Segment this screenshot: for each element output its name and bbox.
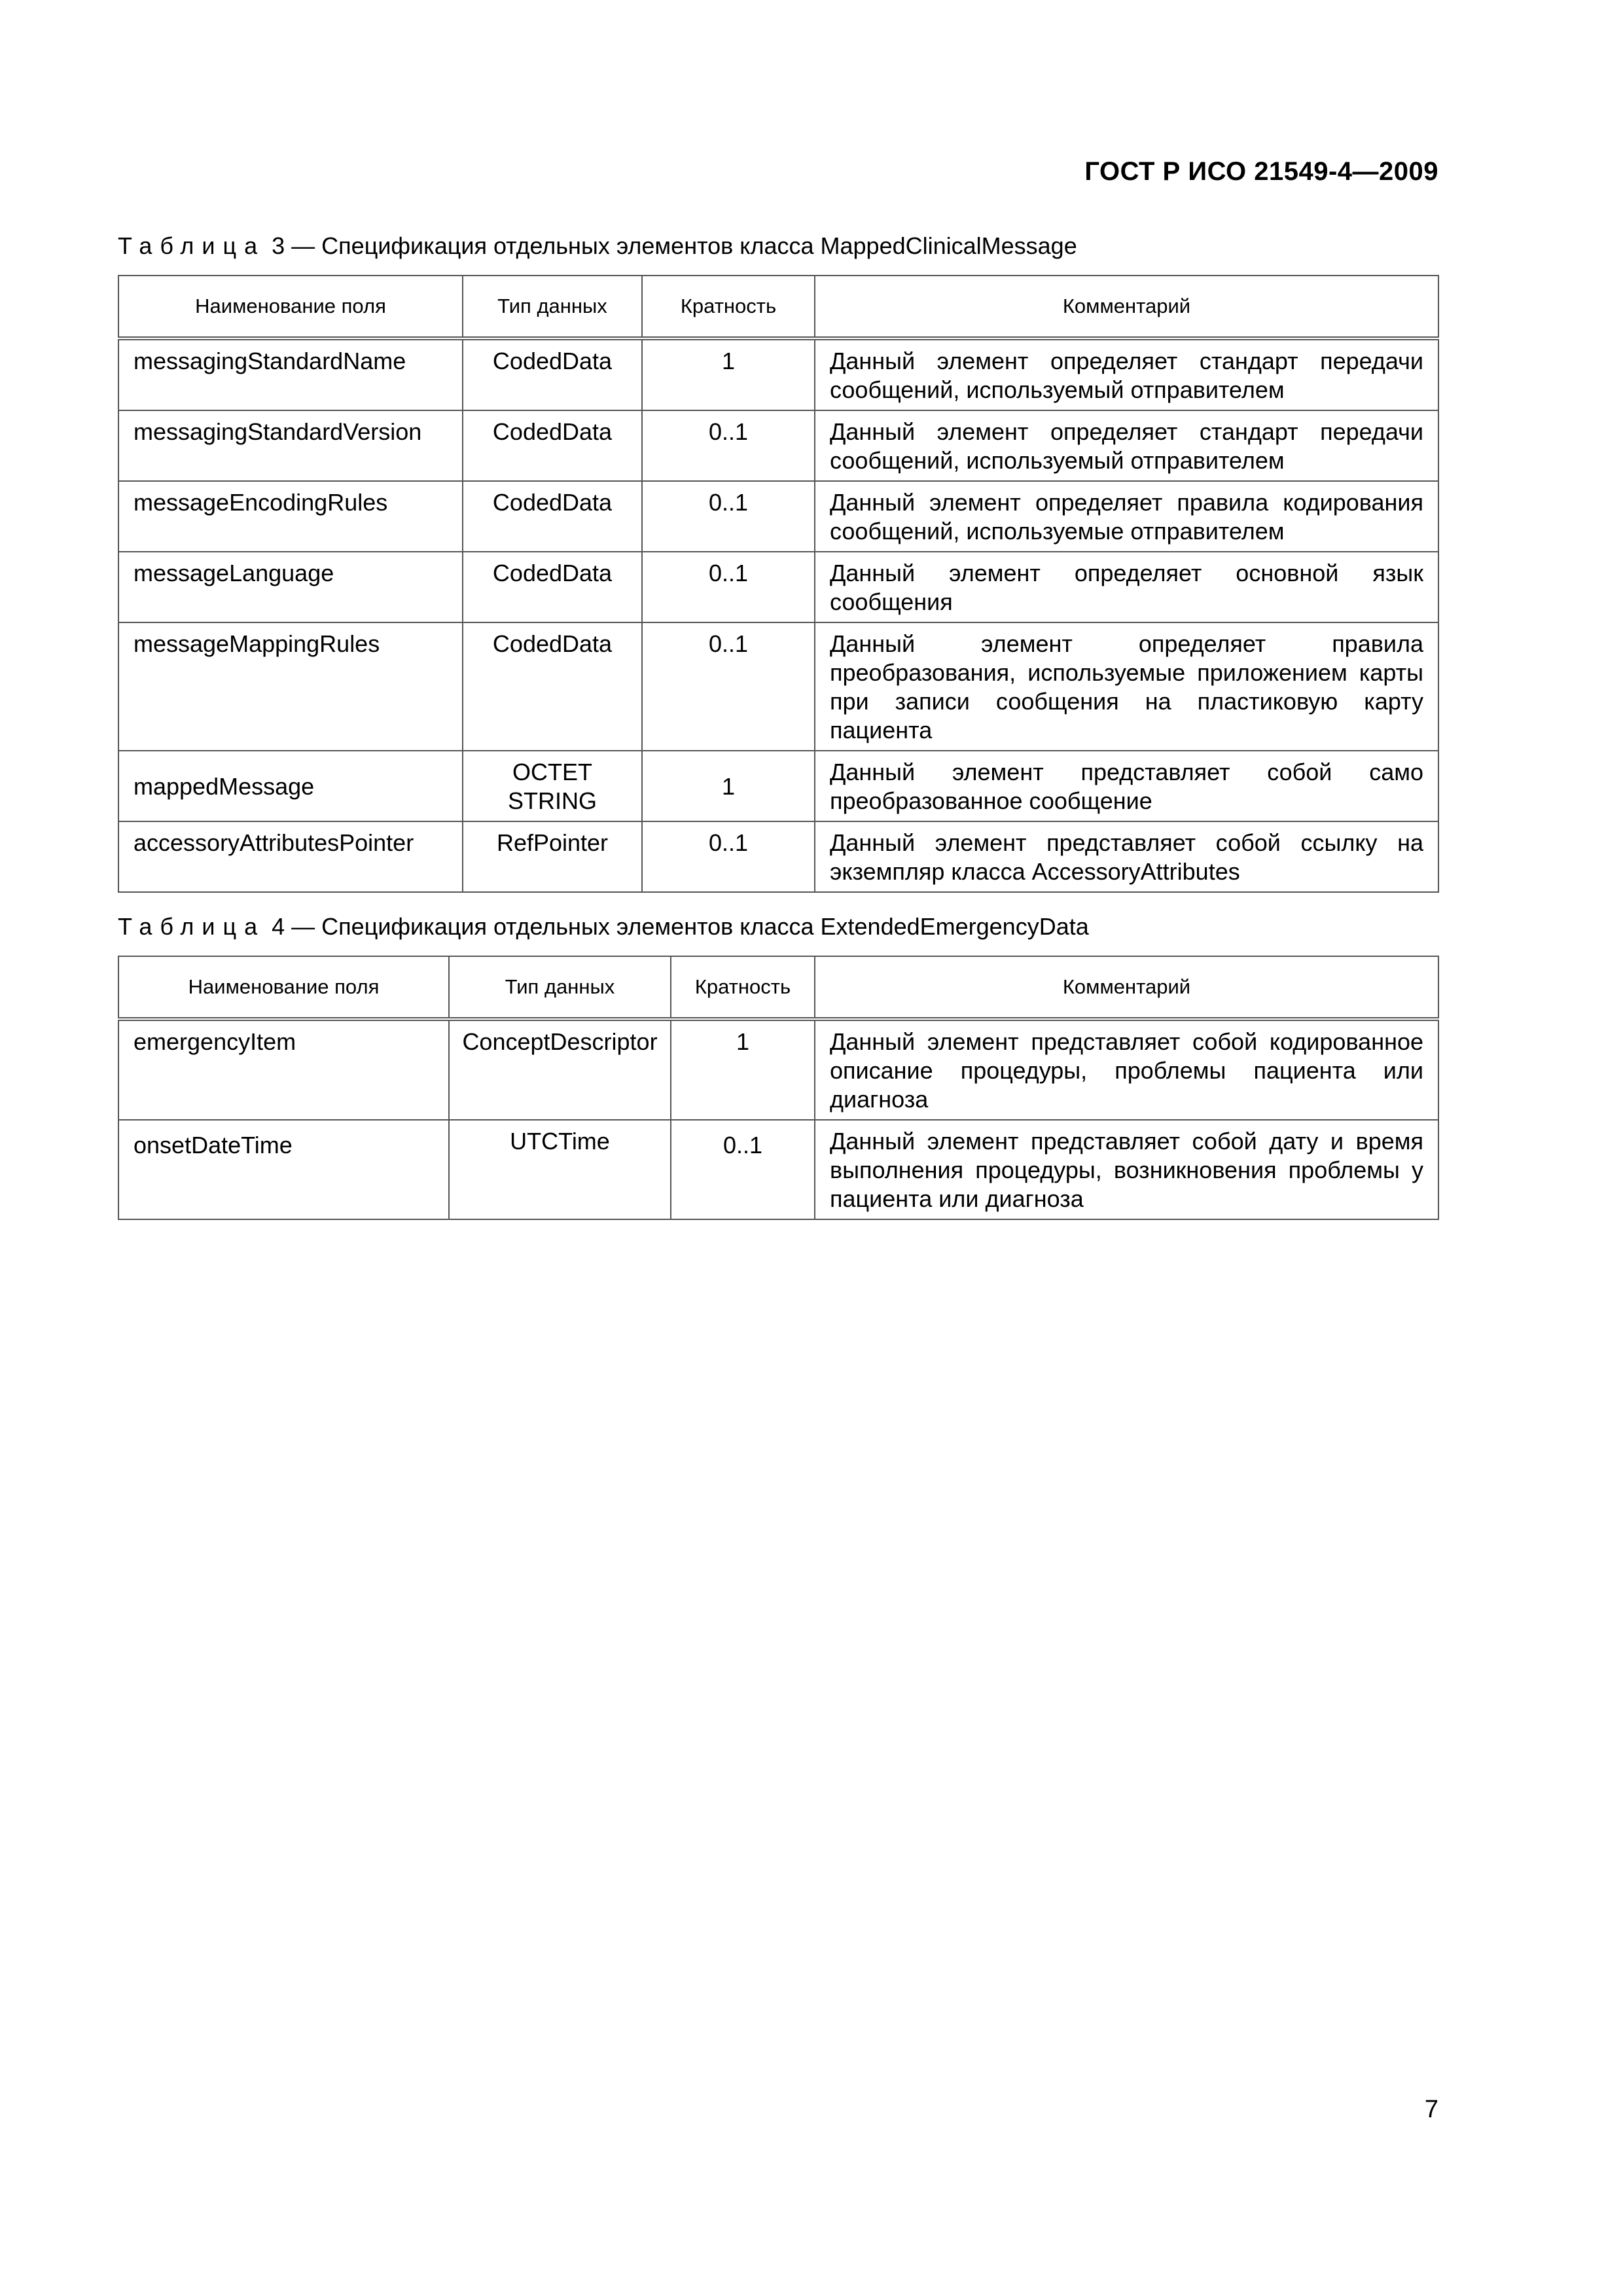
cell-comment: Данный элемент представляет собой ссылку на экземпляр класса AccessoryAttributes bbox=[815, 821, 1438, 892]
table4-header-name: Наименование поля bbox=[118, 956, 449, 1019]
cell-data-type: CodedData bbox=[463, 338, 642, 410]
cell-data-type: CodedData bbox=[463, 622, 642, 751]
table-row bbox=[118, 1120, 1438, 1219]
cell-data-type: RefPointer bbox=[463, 821, 642, 892]
cell-multiplicity: 0..1 bbox=[642, 481, 815, 552]
table3-caption-label: Таблица bbox=[118, 232, 266, 259]
table-row bbox=[118, 821, 1438, 892]
table3-header-type: Тип данных bbox=[463, 276, 642, 338]
cell-data-type: UTCTime bbox=[449, 1120, 671, 1219]
cell-multiplicity: 1 bbox=[642, 751, 815, 821]
table-row bbox=[118, 751, 1438, 821]
cell-comment: Данный элемент представляет собой кодированное описание процедуры, проблемы пациента или диагноза bbox=[815, 1019, 1438, 1120]
document-code: ГОСТ Р ИСО 21549-4—2009 bbox=[1084, 157, 1438, 186]
page-number: 7 bbox=[1424, 2096, 1438, 2123]
table4-header-mult: Кратность bbox=[671, 956, 815, 1019]
table3-caption-text: 3 — Спецификация отдельных элементов класса MappedClinicalMessage bbox=[265, 232, 1077, 259]
cell-multiplicity: 0..1 bbox=[671, 1120, 815, 1219]
cell-field-name: mappedMessage bbox=[118, 751, 463, 821]
cell-comment: Данный элемент представляет собой само преобразованное сообщение bbox=[815, 751, 1438, 821]
table3-header-comment: Комментарий bbox=[815, 276, 1438, 338]
cell-field-name: messagingStandardName bbox=[118, 338, 463, 410]
table4-header-type: Тип данных bbox=[449, 956, 671, 1019]
cell-comment: Данный элемент определяет стандарт передачи сообщений, используемый отправителем bbox=[815, 338, 1438, 410]
cell-multiplicity: 0..1 bbox=[642, 410, 815, 481]
cell-comment: Данный элемент представляет собой дату и время выполнения процедуры, возникновения проблемы у пациента или диагноза bbox=[815, 1120, 1438, 1219]
cell-comment: Данный элемент определяет правила кодирования сообщений, используемые отправителем bbox=[815, 481, 1438, 552]
cell-data-type: ConceptDescriptor bbox=[449, 1019, 671, 1120]
table3-caption bbox=[118, 232, 1077, 260]
table3-header-row bbox=[118, 276, 1438, 338]
table-row bbox=[118, 622, 1438, 751]
table4 bbox=[118, 956, 1439, 1220]
table3 bbox=[118, 275, 1439, 893]
table4-header-comment: Комментарий bbox=[815, 956, 1438, 1019]
cell-data-type: CodedData bbox=[463, 552, 642, 622]
cell-comment: Данный элемент определяет основной язык сообщения bbox=[815, 552, 1438, 622]
cell-data-type: OCTET STRING bbox=[463, 751, 642, 821]
cell-data-type: CodedData bbox=[463, 481, 642, 552]
cell-multiplicity: 0..1 bbox=[642, 622, 815, 751]
cell-comment: Данный элемент определяет правила преобразования, используемые приложением карты при записи сообщения на пластиковую карту пациента bbox=[815, 622, 1438, 751]
cell-field-name: messageLanguage bbox=[118, 552, 463, 622]
cell-field-name: messagingStandardVersion bbox=[118, 410, 463, 481]
table4-caption bbox=[118, 913, 1089, 941]
table4-caption-label: Таблица bbox=[118, 913, 266, 940]
cell-field-name: emergencyItem bbox=[118, 1019, 449, 1120]
cell-field-name: onsetDateTime bbox=[118, 1120, 449, 1219]
cell-field-name: accessoryAttributesPointer bbox=[118, 821, 463, 892]
cell-multiplicity: 1 bbox=[671, 1019, 815, 1120]
table3-header-mult: Кратность bbox=[642, 276, 815, 338]
table-row bbox=[118, 410, 1438, 481]
cell-field-name: messageEncodingRules bbox=[118, 481, 463, 552]
cell-multiplicity: 0..1 bbox=[642, 552, 815, 622]
table4-caption-text: 4 — Спецификация отдельных элементов класса ExtendedEmergencyData bbox=[265, 913, 1089, 940]
cell-data-type: CodedData bbox=[463, 410, 642, 481]
table-row bbox=[118, 552, 1438, 622]
cell-field-name: messageMappingRules bbox=[118, 622, 463, 751]
cell-multiplicity: 1 bbox=[642, 338, 815, 410]
cell-multiplicity: 0..1 bbox=[642, 821, 815, 892]
table-row bbox=[118, 481, 1438, 552]
table4-header-row bbox=[118, 956, 1438, 1019]
table-row bbox=[118, 338, 1438, 410]
table-row bbox=[118, 1019, 1438, 1120]
table3-header-name: Наименование поля bbox=[118, 276, 463, 338]
cell-comment: Данный элемент определяет стандарт передачи сообщений, используемый отправителем bbox=[815, 410, 1438, 481]
